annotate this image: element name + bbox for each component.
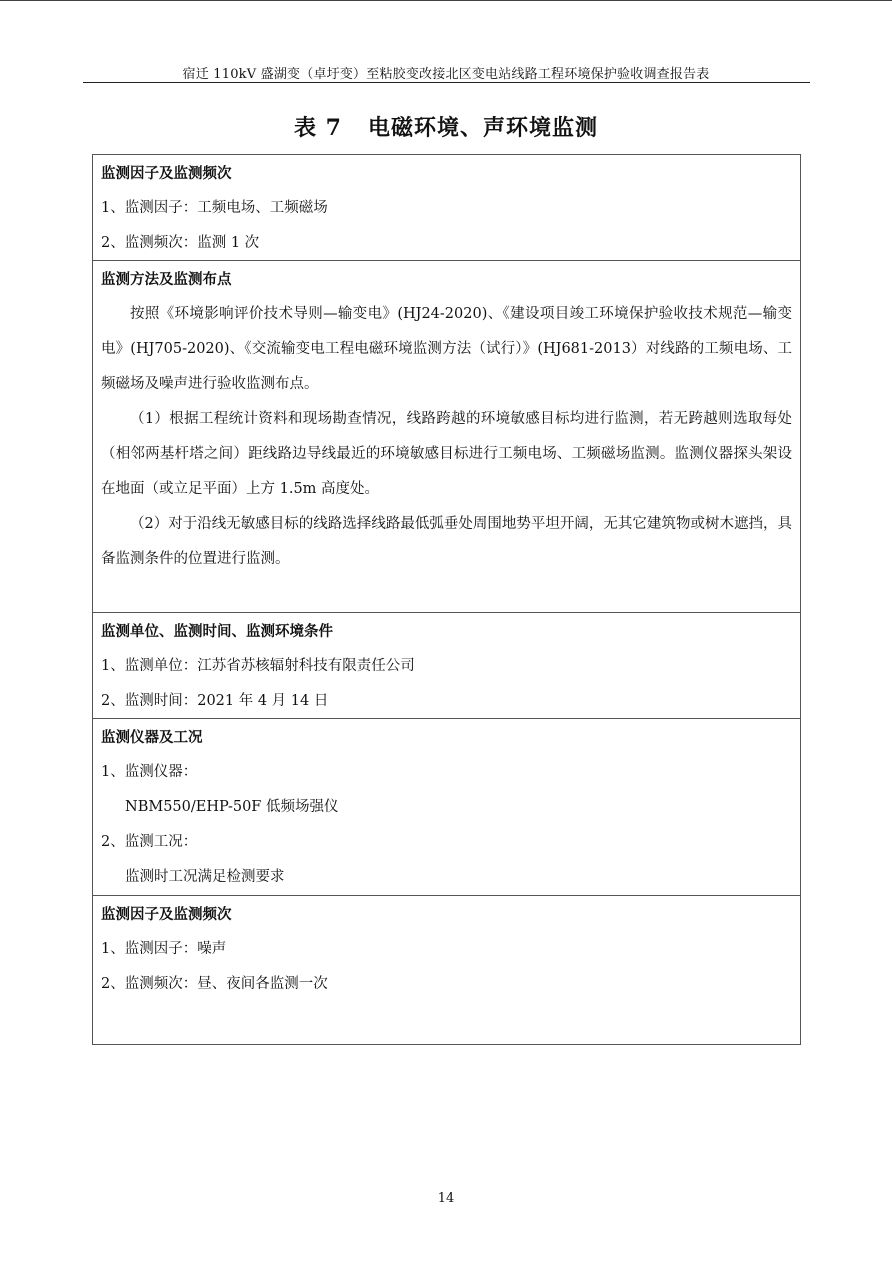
section-noise-factors	[93, 896, 800, 1044]
section-line: 2、监测时间：2021 年 4 月 14 日	[101, 693, 329, 709]
table-title-text: 电磁环境、声环境监测	[367, 115, 598, 141]
table-title	[0, 111, 892, 142]
section-heading: 监测因子及监测频次	[101, 906, 232, 923]
section-heading: 监测单位、监测时间、监测环境条件	[101, 623, 333, 640]
section-heading: 监测因子及监测频次	[101, 165, 232, 182]
section-line: 1、监测因子：工频电场、工频磁场	[101, 200, 328, 216]
section-em-factors	[93, 155, 800, 261]
section-instruments	[93, 719, 800, 896]
section-paragraph: （2）对于沿线无敏感目标的线路选择线路最低弧垂处周围地势平坦开阔，无其它建筑物或树木遮挡，具备监测条件的位置进行监测。	[101, 516, 792, 567]
running-header: 宿迁 110kV 盛湖变（卓圩变）至粘胶变改接北区变电站线路工程环境保护验收调查报告表	[182, 67, 710, 82]
working-condition: 监测时工况满足检测要求	[125, 869, 285, 885]
table-number: 表 7	[294, 115, 342, 141]
section-heading: 监测仪器及工况	[101, 729, 203, 746]
section-line: 2、监测工况：	[101, 834, 198, 850]
section-line: 1、监测单位：江苏省苏核辐射科技有限责任公司	[101, 658, 415, 674]
section-line: 2、监测频次：监测 1 次	[101, 235, 260, 251]
page-number: 14	[437, 1191, 455, 1206]
section-unit-time	[93, 613, 800, 719]
section-heading: 监测方法及监测布点	[101, 271, 232, 288]
section-paragraph: （1）根据工程统计资料和现场勘查情况，线路跨越的环境敏感目标均进行监测，若无跨越则选取每处（相邻两基杆塔之间）距线路边导线最近的环境敏感目标进行工频电场、工频磁场监测。监测仪器探头架设在地面（或立足平面）上方 1.5m 高度处。	[101, 411, 792, 497]
section-methods	[93, 261, 800, 613]
header-rule	[83, 82, 810, 83]
page-top-rule	[0, 0, 892, 1]
monitoring-table	[92, 154, 801, 1045]
instrument-name: NBM550/EHP-50F 低频场强仪	[125, 799, 339, 815]
section-paragraph: 按照《环境影响评价技术导则—输变电》(HJ24-2020)、《建设项目竣工环境保护验收技术规范—输变电》(HJ705-2020)、《交流输变电工程电磁环境监测方法（试行）》(HJ681-2013）对线路的工频电场、工频磁场及噪声进行验收监测布点。	[101, 306, 792, 392]
section-line: 2、监测频次：昼、夜间各监测一次	[101, 976, 328, 992]
section-line: 1、监测仪器：	[101, 764, 198, 780]
section-line: 1、监测因子：噪声	[101, 941, 227, 957]
